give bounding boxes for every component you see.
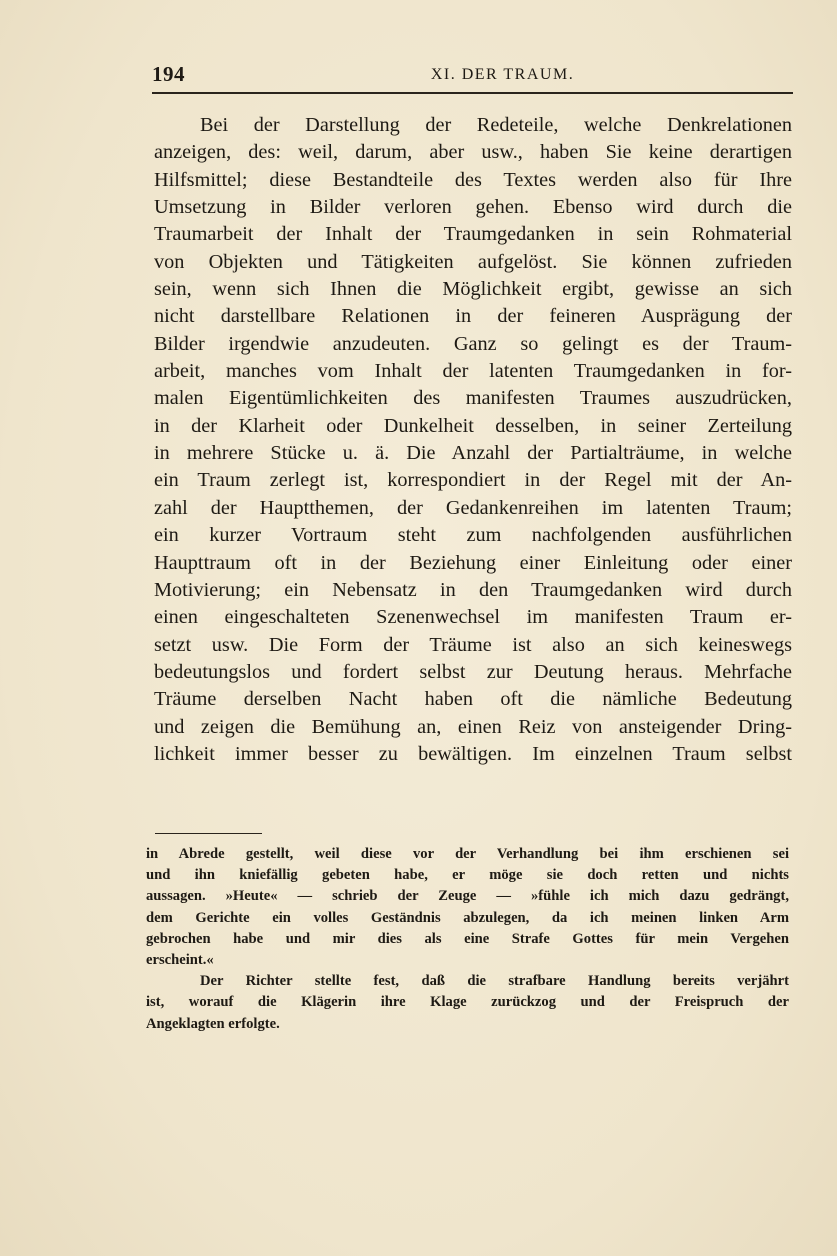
- page-header: [152, 60, 793, 94]
- footnote-line: Angeklagten erfolgte.: [146, 1015, 280, 1032]
- text-line: setzt usw. Die Form der Träume ist also an sich keineswegs: [154, 633, 792, 656]
- text-line: Traumarbeit der Inhalt der Traumgedanken in sein Rohmaterial: [154, 223, 792, 246]
- text-line: sein, wenn sich Ihnen die Möglichkeit ergibt, gewisse an sich: [154, 278, 792, 301]
- text-line: zahl der Hauptthemen, der Gedankenreihen im latenten Traum;: [154, 496, 792, 519]
- footnote-line: Der Richter stellte fest, daß die strafbare Handlung bereits verjährt: [200, 973, 789, 990]
- text-line: malen Eigentümlichkeiten des manifesten Traumes auszudrücken,: [154, 387, 792, 410]
- text-line: in mehrere Stücke u. ä. Die Anzahl der Partialträume, in welche: [154, 442, 792, 465]
- footnote-line: aussagen. »Heute« — schrieb der Zeuge — »fühle ich mich dazu gedrängt,: [146, 888, 789, 905]
- text-line: bedeutungslos und fordert selbst zur Deutung heraus. Mehrfache: [154, 660, 792, 683]
- footnote-line: erscheint.«: [146, 952, 214, 969]
- text-line: arbeit, manches vom Inhalt der latenten Traumgedanken in for-: [154, 360, 792, 383]
- footnote-divider: [155, 833, 262, 834]
- text-line: Motivierung; ein Nebensatz in den Traumgedanken wird durch: [154, 578, 792, 601]
- text-line: Hilfsmittel; diese Bestandteile des Textes werden also für Ihre: [154, 168, 792, 191]
- main-text: [154, 112, 792, 768]
- text-line: Träume derselben Nacht haben oft die nämliche Bedeutung: [154, 688, 792, 711]
- text-line: lichkeit immer besser zu bewältigen. Im einzelnen Traum selbst: [154, 742, 792, 765]
- footnote-line: und ihn kniefällig gebeten habe, er möge sie doch retten und nichts: [146, 867, 789, 884]
- text-line: Bilder irgendwie anzudeuten. Ganz so gelingt es der Traum-: [154, 332, 792, 355]
- text-line: Haupttraum oft in der Beziehung einer Einleitung oder einer: [154, 551, 792, 574]
- footnote-line: in Abrede gestellt, weil diese vor der Verhandlung bei ihm erschienen sei: [146, 846, 789, 862]
- footnote-line: ist, worauf die Klägerin ihre Klage zurückzog und der Freispruch der: [146, 994, 789, 1011]
- page-number: 194: [152, 62, 185, 86]
- text-line: und zeigen die Bemühung an, einen Reiz von ansteigender Dring-: [154, 715, 792, 738]
- footnotes: [146, 844, 789, 1035]
- text-line: Umsetzung in Bilder verloren gehen. Ebenso wird durch die: [154, 196, 792, 219]
- text-line: ein Traum zerlegt ist, korrespondiert in der Regel mit der An-: [154, 469, 792, 492]
- text-line: einen eingeschalteten Szenenwechsel im manifesten Traum er-: [154, 606, 792, 629]
- text-line: anzeigen, des: weil, darum, aber usw., haben Sie keine derartigen: [154, 141, 792, 164]
- text-line: ein kurzer Vortraum steht zum nachfolgenden ausführlichen: [154, 524, 792, 547]
- footnote-line: gebrochen habe und mir dies als eine Strafe Gottes für mein Vergehen: [146, 930, 789, 947]
- text-line: nicht darstellbare Relationen in der feineren Ausprägung der: [154, 305, 792, 328]
- text-line: in der Klarheit oder Dunkelheit desselben, in seiner Zerteilung: [154, 414, 792, 437]
- footnote-line: dem Gerichte ein volles Geständnis abzulegen, da ich meinen linken Arm: [146, 909, 789, 926]
- running-head: XI. DER TRAUM.: [430, 66, 575, 83]
- text-line: von Objekten und Tätigkeiten aufgelöst. Sie können zufrieden: [154, 250, 792, 273]
- text-line: Bei der Darstellung der Redeteile, welche Denkrelationen: [200, 114, 792, 136]
